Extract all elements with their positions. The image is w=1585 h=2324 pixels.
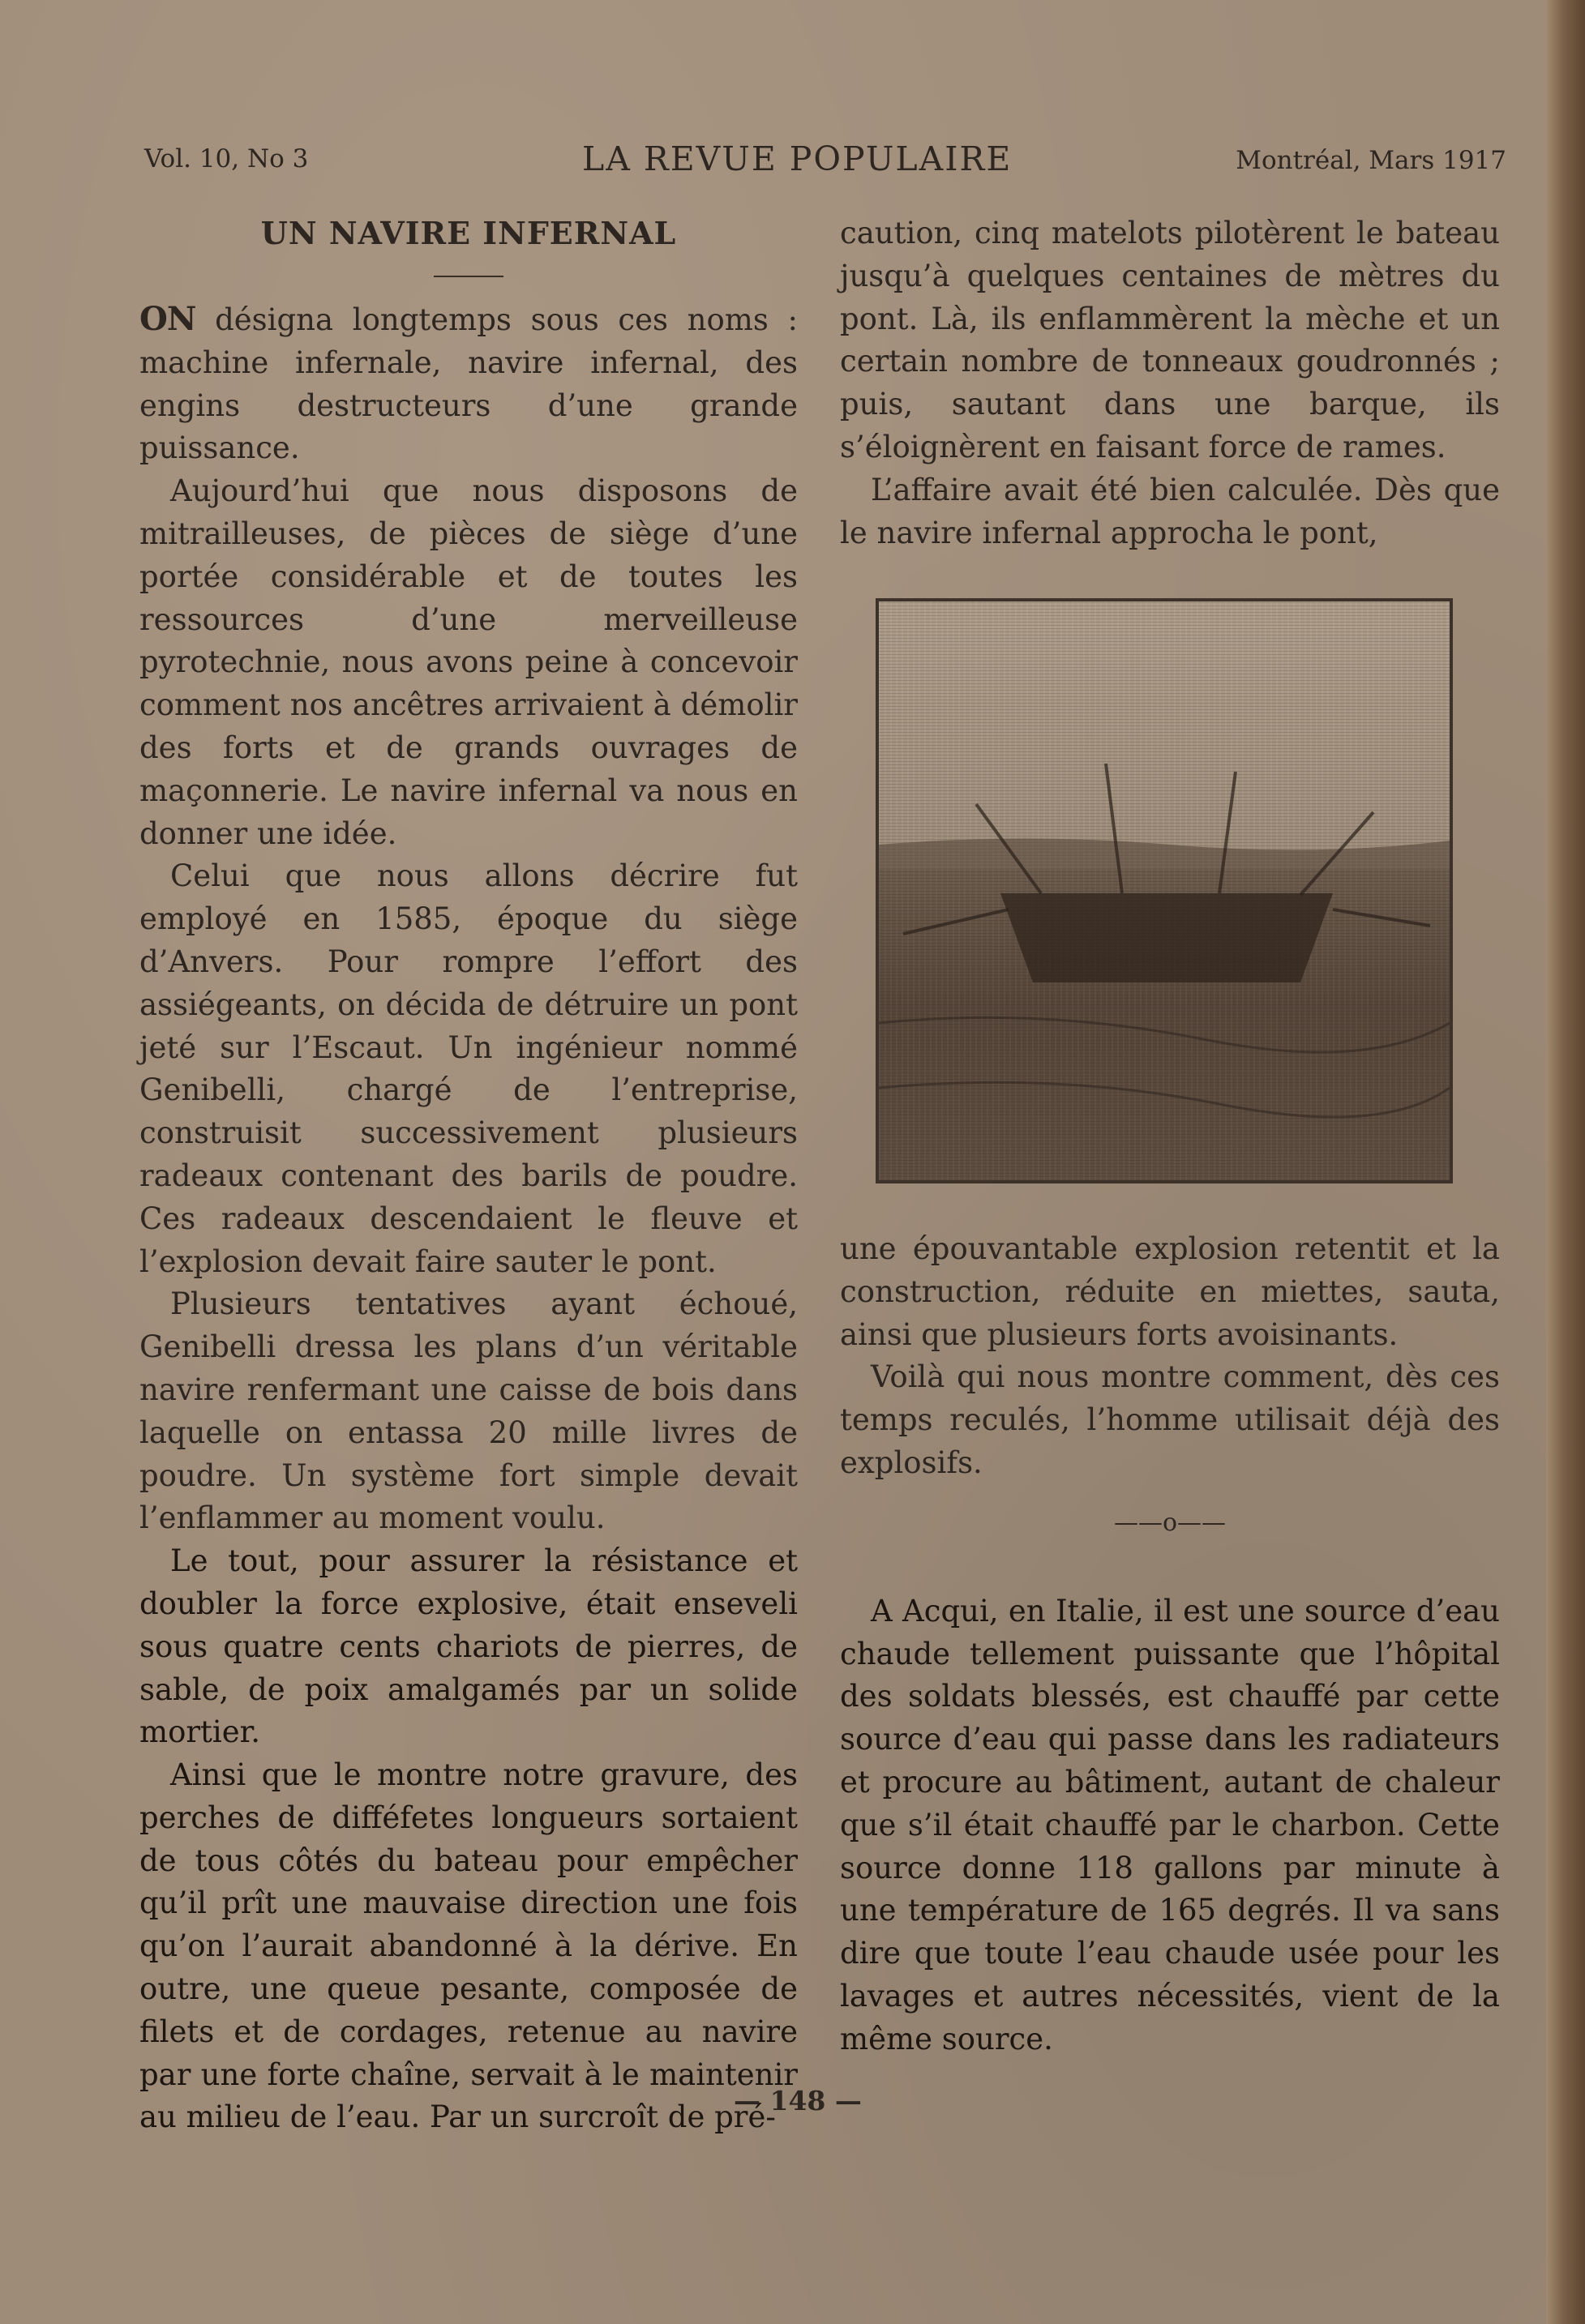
page-number: — 148 — [734, 2085, 862, 2116]
journal-title: LA REVUE POPULAIRE [582, 139, 1013, 178]
paragraph-1-text: désigna longtemps sous ces noms : machine infernale, navire infernal, des engins destructeurs d’une grande puissance. [139, 302, 798, 466]
paragraph-2: Aujourd’hui que nous disposons de mitrailleuses, de pièces de siège d’une portée considérable et de toutes les ressources d’une merveilleuse pyrotechnie, nous avons peine à concevoir comment nos ancêtres arrivaient à démolir des forts et de grands ouvrages de maçonnerie. Le navire infernal va nous en donner une idée. [139, 473, 798, 851]
paragraph-1 [139, 298, 798, 470]
note-paragraph: A Acqui, en Italie, il est une source d’eau chaude tellement puissante que l’hôpital des soldats blessés, est chauffé par cette source d’eau qui passe dans les radiateurs et procure au bâtiment, autant de chaleur que s’il était chauffé par le charbon. Cette source donne 118 gallons par minute à une température de 165 degrés. Il va sans dire que toute l’eau chaude usée pour les lavages et autres nécessités, vient de la même source. [840, 1593, 1500, 2057]
page-edge [1546, 0, 1585, 2324]
paragraph-6: Ainsi que le montre notre gravure, des perches de difféfetes longueurs sortaient de tous côtés du bateau pour empêcher qu’il prît une mauvaise direction une fois qu’on l’aurait abandonné à la dérive. En outre, une queue pesante, composée de filets et de cordages, retenue au navire par une forte chaîne, servait à le maintenir au milieu de l’eau. Par un surcroît de pré- [139, 1757, 798, 2135]
engraving-scene [879, 601, 1450, 1180]
right-column-bottom [840, 1228, 1500, 2061]
volume-number: Vol. 10, No 3 [144, 144, 309, 173]
paragraph-6-continued: caution, cinq matelots pilotèrent le bateau jusqu’à quelques centaines de mètres du pont. Là, ils enflammèrent la mèche et un certain nombre de tonneaux goudronnés ; puis, sautant dans une barque, ils s’éloignèrent en faisant force de rames. [840, 216, 1500, 464]
article-title: UN NAVIRE INFERNAL [260, 215, 677, 251]
paragraph-3: Celui que nous allons décrire fut employé en 1585, époque du siège d’Anvers. Pour rompre l’effort des assiégeants, on décida de détruire un pont jeté sur l’Escaut. Un ingénieur nommé Genibelli, chargé de l’entreprise, construisit successivement plusieurs radeaux contenant des barils de poudre. Ces radeaux descendaient le fleuve et l’explosion devait faire sauter le pont. [139, 858, 798, 1279]
paragraph-5: Le tout, pour assurer la résistance et doubler la force explosive, était enseveli sous quatre cents chariots de pierres, de sable, de poix amalgamés par un solide mortier. [139, 1543, 798, 1750]
section-separator: ——o—— [1113, 1508, 1227, 1537]
right-column-top [840, 212, 1500, 554]
drop-cap: ON [139, 300, 196, 338]
running-header [144, 139, 1506, 185]
issue-date: Montréal, Mars 1917 [1236, 146, 1506, 175]
paragraph-4: Plusieurs tentatives ayant échoué, Genibelli dressa les plans d’un véritable navire renfermant une caisse de bois dans laquelle on entassa 20 mille livres de poudre. Un système fort simple devait l’enflammer au moment voulu. [139, 1286, 798, 1536]
engraving-illustration [876, 598, 1453, 1183]
title-rule [434, 276, 503, 277]
paragraph-7-continued: une épouvantable explosion retentit et la construction, réduite en miettes, sauta, ainsi que plusieurs forts avoisinants. [840, 1231, 1500, 1352]
left-column [139, 212, 798, 2139]
paragraph-8: Voilà qui nous montre comment, dès ces temps reculés, l’homme utilisait déjà des explosifs. [840, 1359, 1500, 1480]
paragraph-7: L’affaire avait été bien calculée. Dès que le navire infernal approcha le pont, [840, 472, 1500, 550]
